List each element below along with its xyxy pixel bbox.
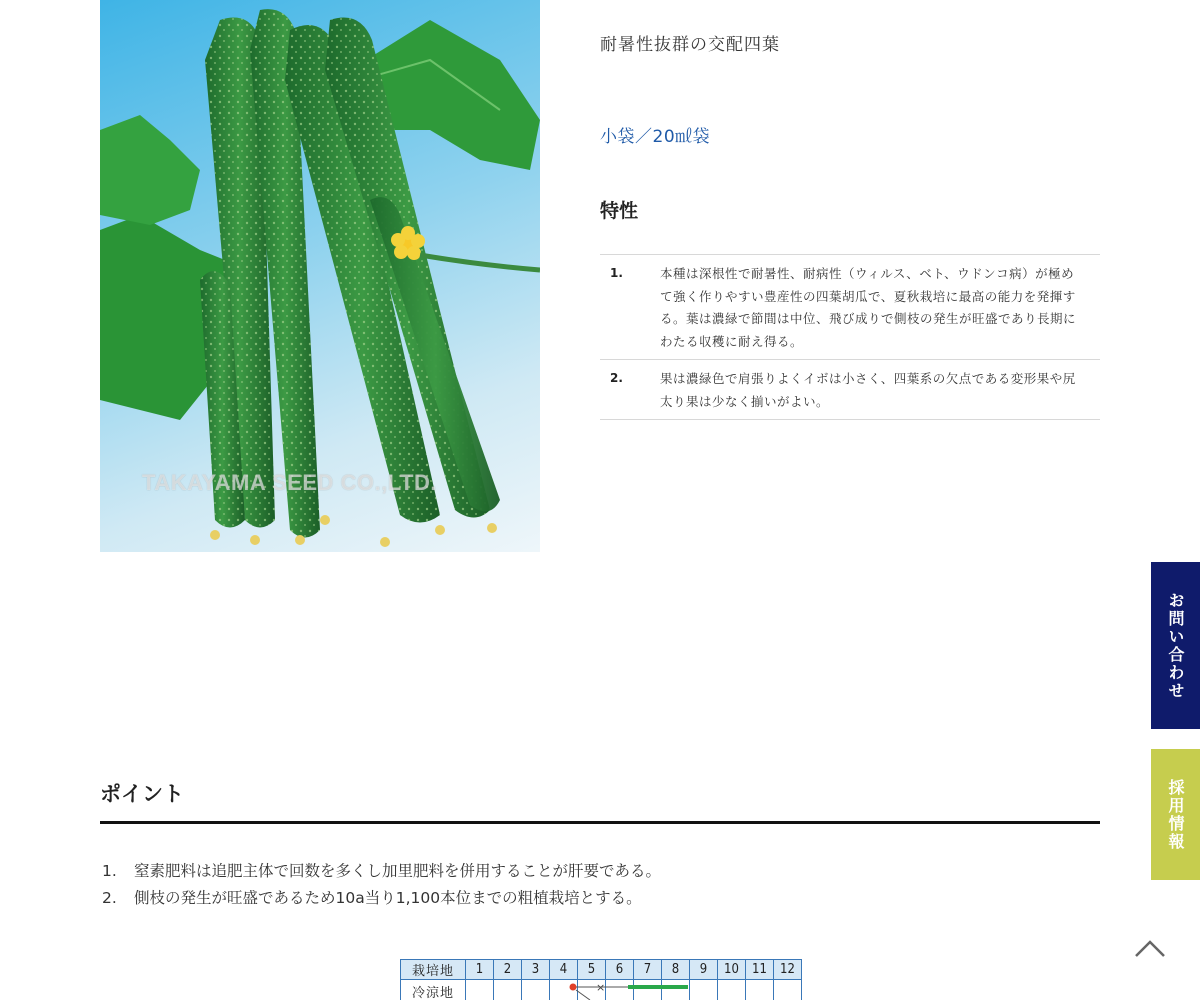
point-number: 2. <box>102 889 117 907</box>
calendar-row-label: 冷涼地 <box>401 980 466 1000</box>
product-photo <box>100 0 540 552</box>
month-2: 2 <box>494 960 522 980</box>
month-4: 4 <box>550 960 578 980</box>
features-heading: 特性 <box>600 200 639 222</box>
month-12: 12 <box>774 960 802 980</box>
month-8: 8 <box>662 960 690 980</box>
calendar-header-row <box>401 960 802 980</box>
product-tagline: 耐暑性抜群の交配四葉 <box>600 35 780 55</box>
chevron-up-icon[interactable] <box>1130 932 1170 962</box>
calendar-header-label: 栽培地 <box>401 960 466 980</box>
month-10: 10 <box>718 960 746 980</box>
points-heading: ポイント <box>100 782 184 806</box>
month-1: 1 <box>466 960 494 980</box>
month-9: 9 <box>690 960 718 980</box>
recruit-tab[interactable] <box>1151 749 1200 880</box>
month-5: 5 <box>578 960 606 980</box>
month-7: 7 <box>634 960 662 980</box>
feature-text: 本種は深根性で耐暑性、耐病性（ウィルス、ベト、ウドンコ病）が極めて強く作りやすい豊産性の四葉胡瓜で、夏秋栽培に最高の能力を発揮する。葉は濃緑で節間は中位、飛び成りで側枝の発生が旺盛であり長期にわたる収穫に耐え得る。 <box>660 266 1077 349</box>
point-text: 窒素肥料は追肥主体で回数を多くし加里肥料を併用することが肝要である。 <box>134 862 662 880</box>
photo-watermark: TAKAYAMA SEED CO.,LTD. <box>142 470 437 495</box>
cultivation-calendar <box>400 959 802 1000</box>
package-size: 小袋／20㎖袋 <box>600 127 711 147</box>
feature-number: 2. <box>610 371 623 385</box>
contact-tab-label: お問い合わせ <box>1166 591 1185 700</box>
features-list <box>600 254 1100 420</box>
point-text: 側枝の発生が旺盛であるため10a当り1,100本位までの粗植栽培とする。 <box>134 889 642 907</box>
planting-mark: × <box>596 981 606 994</box>
recruit-tab-label: 採用情報 <box>1166 778 1185 851</box>
point-item <box>102 885 661 912</box>
point-number: 1. <box>102 862 117 880</box>
contact-tab[interactable] <box>1151 562 1200 729</box>
feature-item <box>600 360 1100 420</box>
points-divider <box>100 821 1100 824</box>
points-list <box>102 858 661 912</box>
month-6: 6 <box>606 960 634 980</box>
point-item <box>102 858 661 885</box>
calendar-row-cool-region <box>401 980 802 1000</box>
feature-text: 果は濃緑色で肩張りよくイボは小さく、四葉系の欠点である変形果や尻太り果は少なく揃いがよい。 <box>660 371 1076 409</box>
feature-number: 1. <box>610 266 623 280</box>
feature-item <box>600 255 1100 360</box>
month-3: 3 <box>522 960 550 980</box>
month-11: 11 <box>746 960 774 980</box>
